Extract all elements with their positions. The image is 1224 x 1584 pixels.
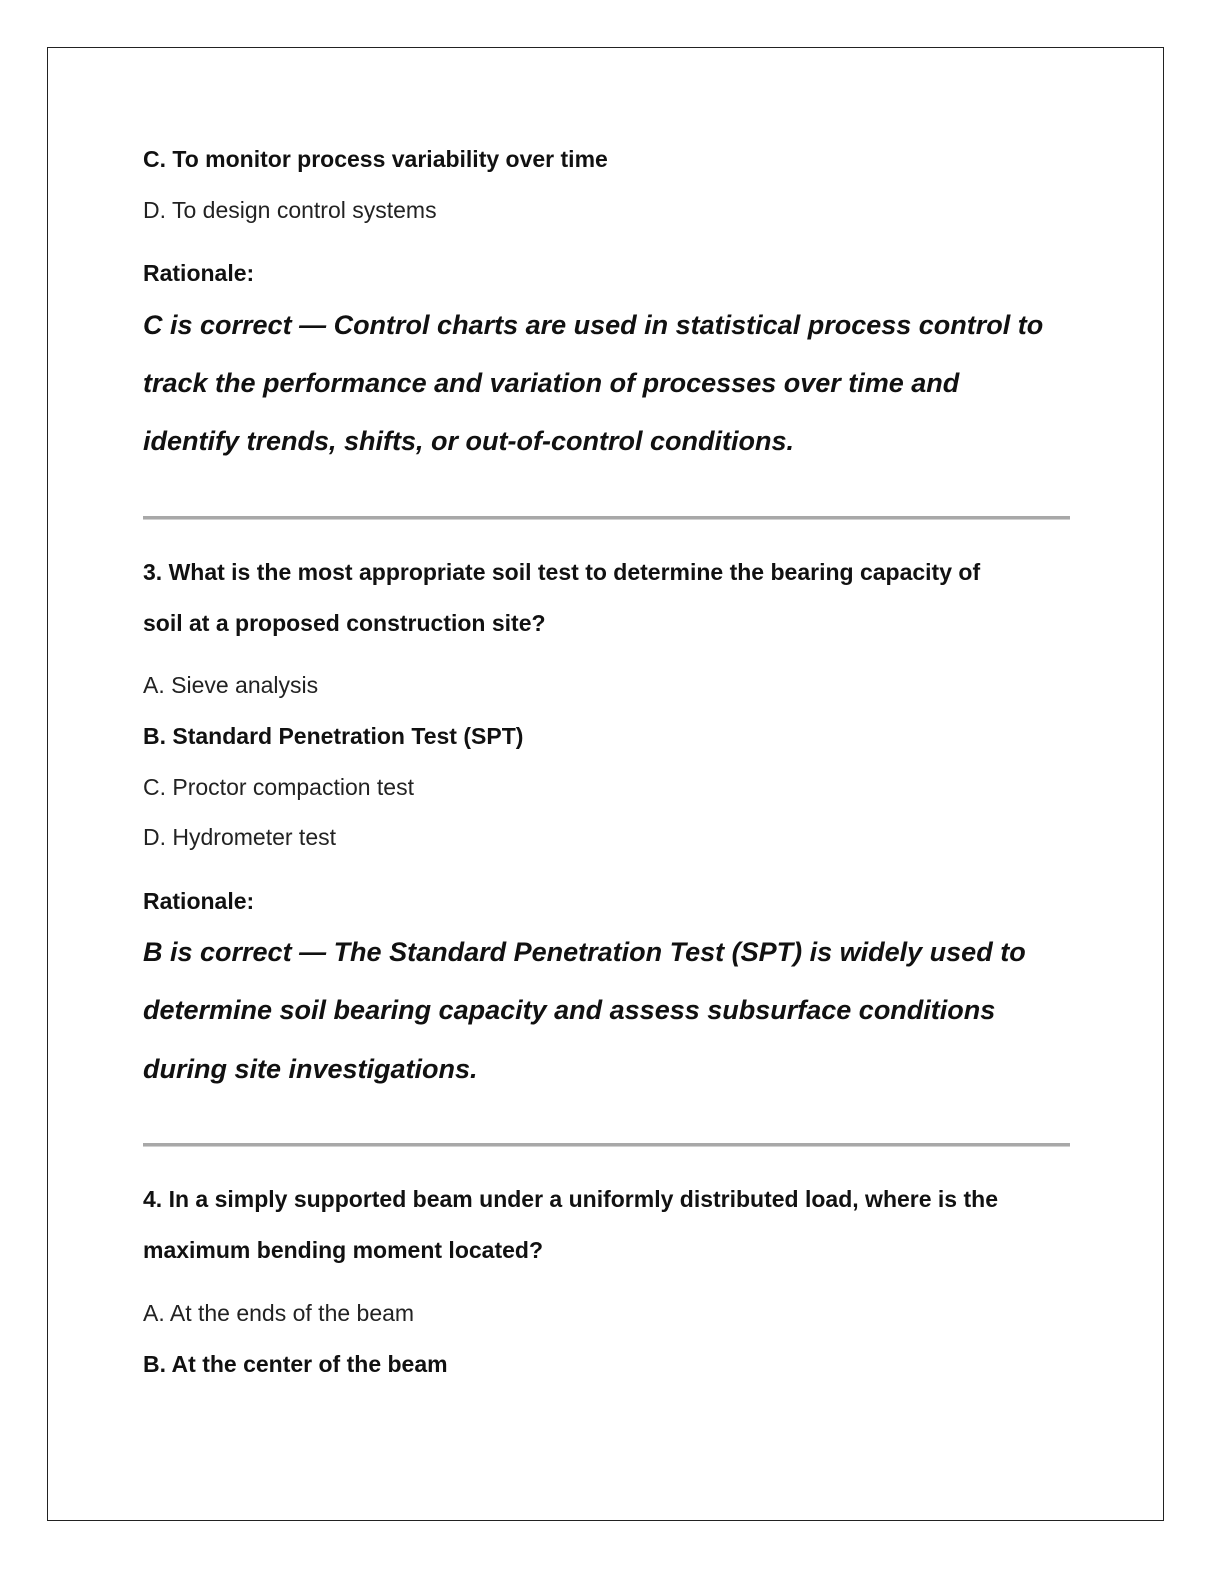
q3-rationale-line-1: B is correct — The Standard Penetration Test (SPT) is widely used to <box>143 937 1026 967</box>
q3-rationale-label: Rationale: <box>143 888 255 914</box>
q3-question-line-2: soil at a proposed construction site? <box>143 610 546 636</box>
q3-rationale-line-2: determine soil bearing capacity and assess subsurface conditions <box>143 995 996 1025</box>
q3-option-b-correct: B. Standard Penetration Test (SPT) <box>143 723 524 749</box>
q2-option-d: D. To design control systems <box>143 197 437 223</box>
section-divider-2 <box>143 1143 1070 1147</box>
q2-rationale-line-2: track the performance and variation of processes over time and <box>143 368 960 398</box>
q3-question-line-1: 3. What is the most appropriate soil test to determine the bearing capacity of <box>143 559 981 585</box>
q3-option-c: C. Proctor compaction test <box>143 774 414 800</box>
q4-option-b-correct: B. At the center of the beam <box>143 1351 448 1377</box>
q3-rationale-line-3: during site investigations. <box>143 1054 478 1084</box>
q2-rationale-line-1: C is correct — Control charts are used in statistical process control to <box>143 310 1044 340</box>
q4-question-line-2: maximum bending moment located? <box>143 1237 543 1263</box>
section-divider-1 <box>143 516 1070 520</box>
q2-rationale-line-3: identify trends, shifts, or out-of-control conditions. <box>143 426 794 456</box>
q3-option-d: D. Hydrometer test <box>143 824 336 850</box>
q2-rationale-label: Rationale: <box>143 260 255 286</box>
q3-option-a: A. Sieve analysis <box>143 672 319 698</box>
q4-question-line-1: 4. In a simply supported beam under a uniformly distributed load, where is the <box>143 1186 998 1212</box>
q4-option-a: A. At the ends of the beam <box>143 1300 415 1326</box>
q2-option-c-correct: C. To monitor process variability over time <box>143 146 608 172</box>
